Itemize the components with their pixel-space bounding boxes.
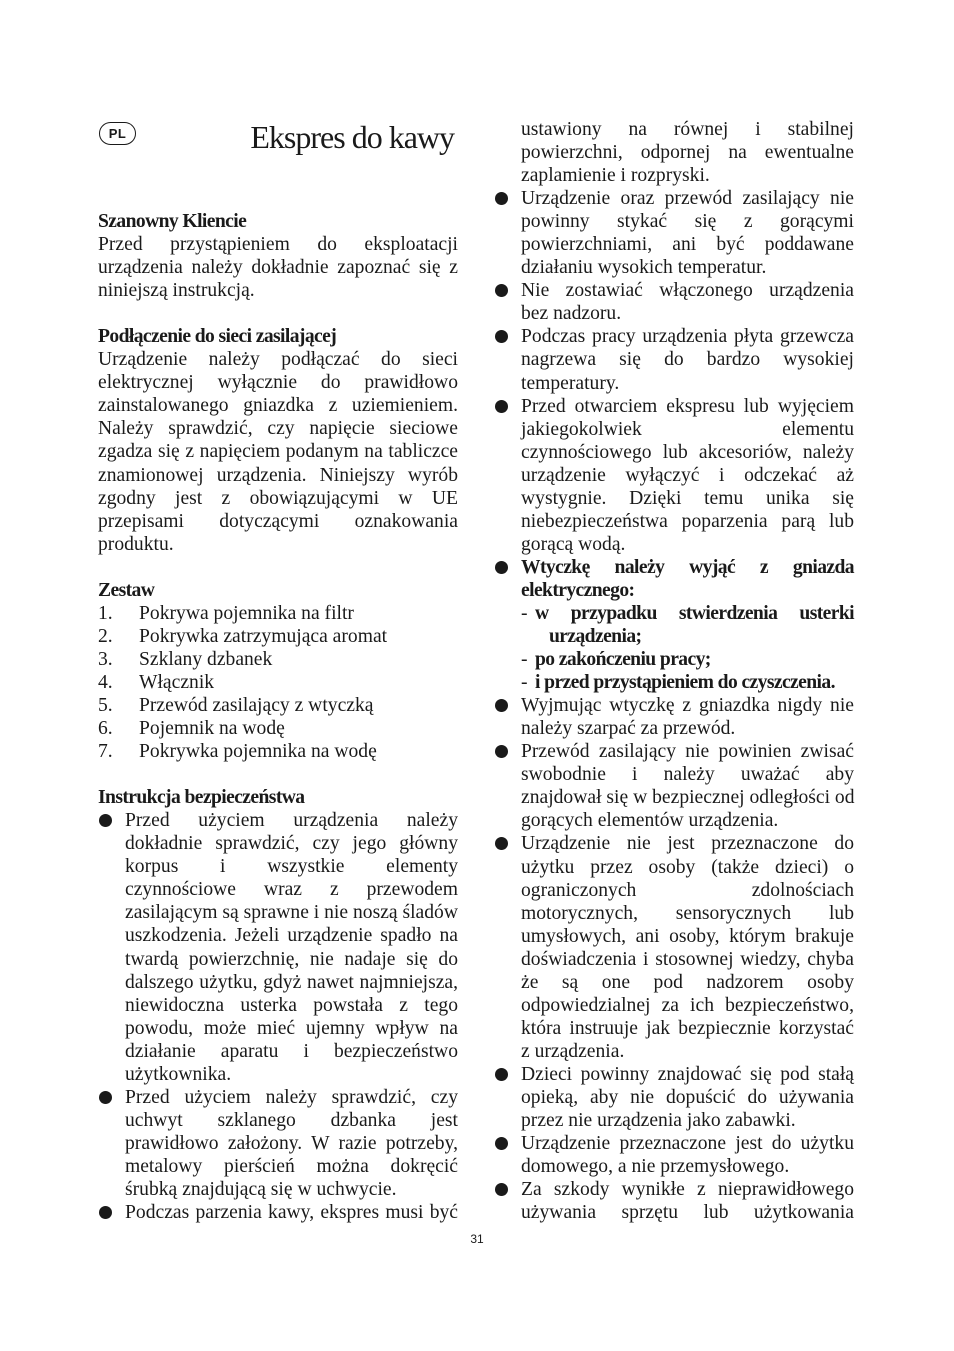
subitem-line: w przypadku stwierdzenia usterki	[535, 602, 854, 624]
bullet-line: która instruuje jak bezpiecznie korzystać	[521, 1017, 854, 1039]
bullet-dot-icon	[495, 837, 508, 850]
bullet-line: z urządzenia.	[521, 1040, 625, 1062]
bullet-line: powodu, może mieć ujemny wpływ na	[125, 1017, 458, 1039]
kit-item-text: Pokrywa pojemnika na filtr	[139, 602, 354, 624]
kit-item	[98, 717, 458, 740]
safety-bullet	[98, 1086, 458, 1201]
intro-line: Przed przystąpieniem do eksploatacji	[98, 234, 458, 256]
bullet-line: ustawiony na równej i stabilnej	[521, 119, 854, 140]
subitem-line: urządzenia;	[549, 626, 642, 648]
safety-bullet	[98, 1201, 458, 1224]
bullet-line: swobodnie i należy uważać aby	[521, 764, 854, 786]
bullet-dot-icon	[495, 192, 508, 205]
bullet-line: używania sprzętu lub użytkowania	[521, 1202, 854, 1224]
bullet-line: zaplamienie i rozpryski.	[521, 165, 710, 187]
connection-line: zainstalowanego gniazdka z uziemieniem.	[98, 395, 458, 417]
unplug-subitem	[521, 602, 854, 648]
bullet-line: bez nadzoru.	[521, 303, 622, 325]
bullet-dot-icon	[495, 330, 508, 343]
bullet-line: powinny stykać się z gorącymi	[521, 211, 854, 233]
bullet-dot-icon	[99, 814, 112, 827]
kit-item	[98, 740, 458, 763]
kit-item-text: Pokrywka zatrzymująca aromat	[139, 625, 388, 647]
bullet-line: że są one pod nadzorem osoby	[521, 971, 854, 993]
connection-line: Urządzenie należy podłączać do sieci	[98, 349, 458, 371]
bullet-line: Podczas parzenia kawy, ekspres musi być	[125, 1202, 458, 1224]
kit-item	[98, 648, 458, 671]
kit-item-number: 3.	[98, 648, 113, 670]
connection-heading: Podłączenie do sieci zasilającej	[98, 326, 337, 348]
bullet-line: ograniczonych zdolnościach	[521, 879, 854, 901]
bullet-dot-icon	[99, 1206, 112, 1219]
bullet-line: umysłowych, ani osoby, którym brakuje	[521, 925, 854, 947]
kit-item	[98, 602, 458, 625]
bullet-line: Przed użyciem urządzenia należy	[125, 810, 458, 832]
kit-item	[98, 694, 458, 717]
bullet-dot-icon	[495, 400, 508, 413]
safety-bullet	[494, 694, 854, 740]
kit-item	[98, 625, 458, 648]
safety-bullet	[494, 832, 854, 1062]
bullet-line: działaniu wysokich temperatur.	[521, 257, 767, 279]
bullet-line: zasilającym są sprawne i nie noszą śladów	[125, 902, 458, 924]
connection-line: elektrycznej wyłącznie do prawidłowo	[98, 372, 458, 394]
dash-marker: -	[521, 649, 528, 671]
bullet-line: niewidoczna usterka powstała z tego	[125, 994, 458, 1016]
unplug-bullet	[494, 556, 854, 694]
kit-item	[98, 671, 458, 694]
bullet-line: Nie zostawiać włączonego urządzenia	[521, 280, 854, 302]
bullet-line: Dzieci powinny znajdować się pod stałą	[521, 1063, 854, 1085]
bullet-line: jakiegokolwiek elementu	[521, 418, 854, 440]
bullet-dot-icon	[495, 561, 508, 574]
safety-bullet	[98, 809, 458, 1086]
bullet-line: elektrycznego:	[521, 579, 635, 601]
safety-bullet	[494, 1178, 854, 1224]
kit-item-number: 5.	[98, 694, 113, 716]
safety-section	[98, 786, 458, 1224]
bullet-line: czynnościowego lub akcesoriów, należy	[521, 441, 854, 463]
bullet-dot-icon	[495, 699, 508, 712]
page-title: Ekspres do kawy	[250, 119, 454, 155]
bullet-dot-icon	[495, 745, 508, 758]
safety-bullet	[494, 740, 854, 832]
bullet-line: wystygnie. Dzięki temu unika się	[521, 487, 854, 509]
bullet-line: powierzchniami, ani być poddawane	[521, 234, 854, 256]
bullet-line: Za szkody wynikłe z nieprawidłowego	[521, 1179, 854, 1201]
connection-line: produktu.	[98, 533, 174, 555]
bullet-line: urządzenie wyłączyć i odczekać aż	[521, 464, 854, 486]
language-badge: PL	[99, 122, 136, 145]
bullet-dot-icon	[495, 1183, 508, 1196]
left-column	[98, 118, 458, 1224]
safety-bullet	[494, 279, 854, 325]
safety-bullet	[494, 395, 854, 556]
bullet-line: domowego, a nie przemysłowego.	[521, 1156, 790, 1178]
safety-bullet	[494, 1063, 854, 1132]
dash-marker: -	[521, 602, 528, 624]
bullet-dot-icon	[495, 1068, 508, 1081]
safety-bullet	[494, 325, 854, 394]
bullet-line: uchwyt szklanego dzbanka jest	[125, 1109, 458, 1131]
kit-item-number: 4.	[98, 671, 113, 693]
bullet-line: uszkodzenia. Jeżeli urządzenie spadło na	[125, 925, 458, 947]
bullet-dot-icon	[495, 284, 508, 297]
unplug-subitem	[521, 648, 854, 671]
dash-marker: -	[521, 672, 528, 694]
connection-line: Należy sprawdzić, czy napięcie sieciowe	[98, 418, 458, 440]
kit-item-text: Szklany dzbanek	[139, 648, 273, 670]
bullet-line: Przed otwarciem ekspresu lub wyjęciem	[521, 395, 854, 417]
bullet-dot-icon	[99, 1091, 112, 1104]
bullet-line: Urządzenie przeznaczone jest do użytku	[521, 1133, 854, 1155]
bullet-line: należy szarpać za przewód.	[521, 718, 736, 740]
bullet-line: temperatury.	[521, 372, 620, 394]
connection-line: zgodny jest z obowiązującymi w UE	[98, 487, 458, 509]
bullet-line: znajdował się w bezpiecznej odległości od	[521, 787, 855, 809]
bullet-line: korpus i wszystkie elementy	[125, 856, 458, 878]
kit-item-number: 7.	[98, 741, 113, 763]
intro-section	[98, 210, 458, 302]
safety-bullet-continuation	[494, 118, 854, 187]
bullet-line: nagrzewa się do bardzo wysokiej	[521, 349, 854, 371]
bullet-line: dokładnie sprawdzić, czy jego główny	[125, 833, 458, 855]
kit-item-number: 1.	[98, 602, 113, 624]
bullet-line: twardą powierzchnię, nie nadaje się do	[125, 948, 458, 970]
kit-heading: Zestaw	[98, 579, 155, 601]
kit-section	[98, 579, 458, 763]
right-column	[494, 118, 854, 1224]
kit-item-number: 6.	[98, 718, 113, 740]
bullet-line: Przed użyciem należy sprawdzić, czy	[125, 1086, 458, 1108]
bullet-dot-icon	[495, 1137, 508, 1150]
bullet-line: Wtyczkę należy wyjąć z gniazda	[521, 556, 854, 578]
bullet-line: użytku przez osoby (także dzieci) o	[521, 856, 854, 878]
kit-item-text: Przewód zasilający z wtyczką	[139, 694, 374, 716]
bullet-line: Wyjmując wtyczkę z gniazdka nigdy nie	[521, 695, 854, 717]
bullet-line: Urządzenie oraz przewód zasilający nie	[521, 188, 854, 210]
safety-bullet	[494, 187, 854, 279]
subitem-line: i przed przystąpieniem do czyszczenia.	[535, 672, 835, 694]
bullet-line: gorących elementów urządzenia.	[521, 810, 779, 832]
bullet-line: Urządzenie nie jest przeznaczone do	[521, 833, 854, 855]
intro-line: niniejszą instrukcją.	[98, 280, 255, 302]
connection-line: znamionowej urządzenia. Niniejszy wyrób	[98, 464, 458, 486]
bullet-line: odpowiedzialnej za ich bezpieczeństwo,	[521, 994, 854, 1016]
bullet-line: niebezpieczeństwa poparzenia parą lub	[521, 510, 854, 532]
kit-item-text: Pojemnik na wodę	[139, 718, 285, 740]
bullet-line: czynnościowe wraz z przewodem	[125, 879, 458, 901]
connection-line: zgadza się z napięciem podanym na tabliczce	[98, 441, 458, 463]
bullet-line: przez nie urządzenia jako zabawki.	[521, 1110, 796, 1132]
unplug-subitem	[521, 671, 854, 694]
connection-line: przepisami dotyczącymi oznakowania	[98, 510, 458, 532]
bullet-line: doświadczenia i stosownej wiedzy, chyba	[521, 948, 854, 970]
page-number: 31	[470, 1232, 484, 1246]
bullet-line: motorycznych, sensorycznych lub	[521, 902, 854, 924]
bullet-line: gorącą wodą.	[521, 533, 626, 555]
intro-line: urządzenia należy dokładnie zapoznać się z	[98, 257, 458, 279]
bullet-line: prawidłowo założony. W razie potrzeby,	[125, 1132, 458, 1154]
safety-bullet	[494, 1132, 854, 1178]
safety-heading: Instrukcja bezpieczeństwa	[98, 787, 305, 809]
bullet-line: Podczas pracy urządzenia płyta grzewcza	[521, 326, 854, 348]
bullet-line: śrubką znajdującą się w uchwycie.	[125, 1178, 397, 1200]
bullet-line: powierzchni, odpornej na ewentualne	[521, 142, 854, 164]
bullet-line: metalowy pierścień można dokręcić	[125, 1155, 458, 1177]
subitem-line: po zakończeniu pracy;	[535, 649, 711, 671]
bullet-line: dalszego użytku, gdyż nawet najmniejsza,	[125, 971, 458, 993]
bullet-line: działanie aparatu i bezpieczeństwo	[125, 1040, 458, 1062]
connection-section	[98, 325, 458, 555]
intro-heading: Szanowny Kliencie	[98, 211, 247, 232]
bullet-line: użytkownika.	[125, 1063, 232, 1085]
kit-item-text: Włącznik	[139, 671, 215, 693]
bullet-line: Przewód zasilający nie powinien zwisać	[521, 741, 854, 763]
kit-item-text: Pokrywka pojemnika na wodę	[139, 741, 377, 763]
kit-item-number: 2.	[98, 625, 113, 647]
bullet-line: opieką, aby nie dopuścić do używania	[521, 1086, 854, 1108]
